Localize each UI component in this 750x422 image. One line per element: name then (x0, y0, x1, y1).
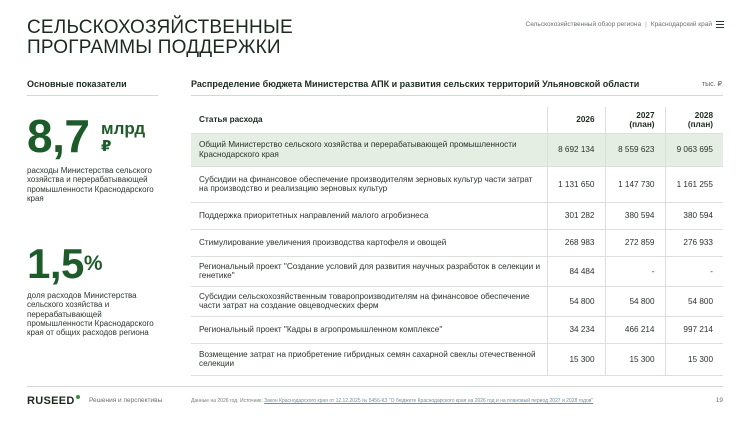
cell-2027: - (605, 256, 665, 286)
kpi-share (27, 240, 103, 287)
right-divider (191, 95, 723, 96)
cell-2027: 8 559 623 (605, 133, 665, 166)
row-label: Возмещение затрат на приобретение гибридных семян сахарной свеклы отечественной селекции (191, 343, 548, 375)
table-row (191, 286, 723, 316)
table-row (191, 343, 723, 375)
column-header-2028: 2028 (план) (665, 107, 723, 133)
cell-2026: 268 983 (548, 229, 605, 256)
page-number: 19 (715, 397, 723, 404)
row-label: Стимулирование увеличения производства картофеля и овощей (191, 229, 548, 256)
ruseed-logo[interactable] (27, 395, 80, 407)
footer-slogan: Решения и перспективы (89, 397, 163, 404)
budget-table (191, 107, 723, 376)
hamburger-menu-icon[interactable] (716, 21, 724, 28)
kpi-expenses (27, 110, 146, 162)
cell-2026: 301 282 (548, 202, 605, 229)
page-title (27, 18, 293, 58)
column-header-item: Статья расхода (191, 107, 548, 133)
breadcrumb-region[interactable]: Краснодарский край (650, 21, 712, 28)
cell-2028: 276 933 (665, 229, 723, 256)
cell-2028: 997 214 (665, 316, 723, 343)
kpi-share-value: 1,5 (27, 240, 84, 287)
row-label: Субсидии на финансовое обеспечение производителям зерновых культур части затрат на производство и реализацию зерновых культур (191, 166, 548, 202)
left-divider (27, 95, 158, 96)
table-row (191, 316, 723, 343)
row-label: Общий Министерство сельского хозяйства и перерабатывающей промышленности Краснодарского края (191, 133, 548, 166)
breadcrumb-separator: | (645, 21, 647, 28)
cell-2027: 15 300 (605, 343, 665, 375)
row-label: Поддержка приоритетных направлений малого агробизнеса (191, 202, 548, 229)
page-title-line-2: ПРОГРАММЫ ПОДДЕРЖКИ (27, 37, 281, 58)
row-label: Региональный проект "Создание условий для развития научных разработок в селекции и генетике" (191, 256, 548, 286)
table-row (191, 133, 723, 166)
footer-divider (27, 386, 723, 387)
table-row (191, 202, 723, 229)
kpi-expenses-unit: млрд (101, 119, 146, 138)
cell-2027: 272 859 (605, 229, 665, 256)
cell-2026: 1 131 650 (548, 166, 605, 202)
cell-2026: 84 484 (548, 256, 605, 286)
table-row (191, 166, 723, 202)
row-label: Региональный проект "Кадры в агропромышленном комплексе" (191, 316, 548, 343)
cell-2026: 54 800 (548, 286, 605, 316)
cell-2027: 54 800 (605, 286, 665, 316)
table-row (191, 229, 723, 256)
source-prefix: Данные на 2026 год. Источник: (191, 398, 265, 404)
table-row (191, 256, 723, 286)
cell-2028: 54 800 (665, 286, 723, 316)
budget-heading: Распределение бюджета Министерства АПК и развития сельских территорий Ульяновской области (191, 79, 640, 89)
source-note (191, 398, 593, 404)
cell-2028: 1 161 255 (665, 166, 723, 202)
top-breadcrumb (526, 21, 712, 28)
cell-2027: 466 214 (605, 316, 665, 343)
cell-2028: 9 063 695 (665, 133, 723, 166)
table-header-row (191, 107, 723, 133)
cell-2026: 34 234 (548, 316, 605, 343)
kpi-expenses-value: 8,7 (27, 110, 90, 162)
cell-2028: 380 594 (665, 202, 723, 229)
cell-2026: 8 692 134 (548, 133, 605, 166)
logo-dot-icon (76, 395, 80, 399)
breadcrumb-section[interactable]: Сельскохозяйственный обзор региона (525, 21, 642, 28)
cell-2028: - (665, 256, 723, 286)
cell-2027: 380 594 (605, 202, 665, 229)
key-indicators-heading: Основные показатели (27, 79, 127, 89)
cell-2027: 1 147 730 (605, 166, 665, 202)
kpi-expenses-currency: ₽ (101, 138, 112, 155)
cell-2026: 15 300 (548, 343, 605, 375)
logo-text: RUSEED (27, 395, 75, 407)
kpi-share-description: доля расходов Министерства сельского хозяйства и перерабатывающей промышленности Краснодарского края от общих расходов региона (27, 291, 154, 338)
kpi-expenses-description: расходы Министерства сельского хозяйства и перерабатывающей промышленности Краснодарского края (27, 166, 154, 203)
column-header-2026: 2026 (548, 107, 605, 133)
column-header-2027: 2027 (план) (605, 107, 665, 133)
row-label: Субсидии сельскохозяйственным товаропроизводителям на финансовое обеспечение части затрат на создание овцеводческих ферм (191, 286, 548, 316)
page-title-line-1: СЕЛЬСКОХОЗЯЙСТВЕННЫЕ (27, 17, 293, 38)
cell-2028: 15 300 (665, 343, 723, 375)
source-link[interactable]: Закон Краснодарского края от 12.12.2025 № 5456-КЗ "О бюджете Краснодарского края на 2026 год и на плановый период 2027 и 2028 годов" (264, 398, 594, 404)
kpi-share-percent: % (83, 252, 103, 275)
unit-note: тыс. ₽ (701, 81, 722, 88)
